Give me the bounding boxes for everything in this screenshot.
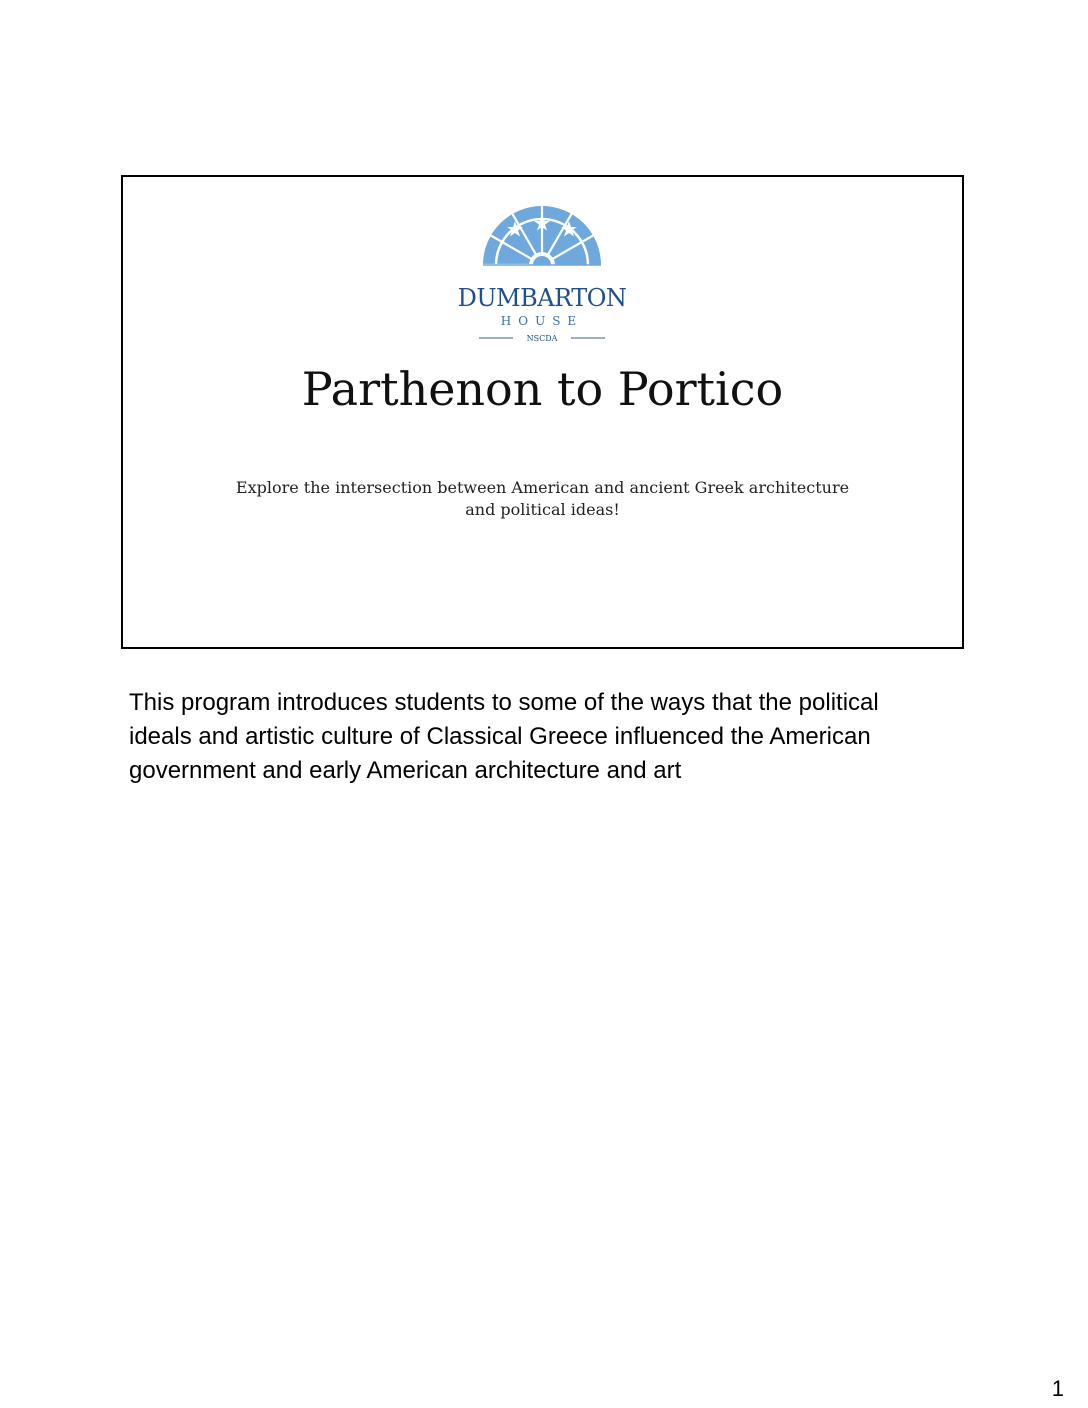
subtitle-line: and political ideas! <box>465 500 620 519</box>
notes-line: This program introduces students to some of the ways that the political <box>129 689 879 716</box>
dumbarton-house-logo <box>449 203 635 343</box>
sunburst-logo-icon <box>449 203 635 343</box>
svg-text:HOUSE: HOUSE <box>500 314 584 328</box>
slide-title: Parthenon to Portico <box>301 362 784 416</box>
notes-line: government and early American architecture and art <box>129 757 682 784</box>
notes-line: ideals and artistic culture of Classical Greece influenced the American <box>129 723 871 750</box>
page-number: 1 <box>1051 1376 1064 1401</box>
slide-thumbnail <box>121 175 964 649</box>
subtitle-line: Explore the intersection between American and ancient Greek architecture <box>235 478 850 497</box>
svg-text:DUMBARTON: DUMBARTON <box>457 284 627 312</box>
svg-text:NSCDA: NSCDA <box>526 334 558 343</box>
slide-subtitle <box>123 477 962 521</box>
speaker-notes <box>129 686 989 788</box>
